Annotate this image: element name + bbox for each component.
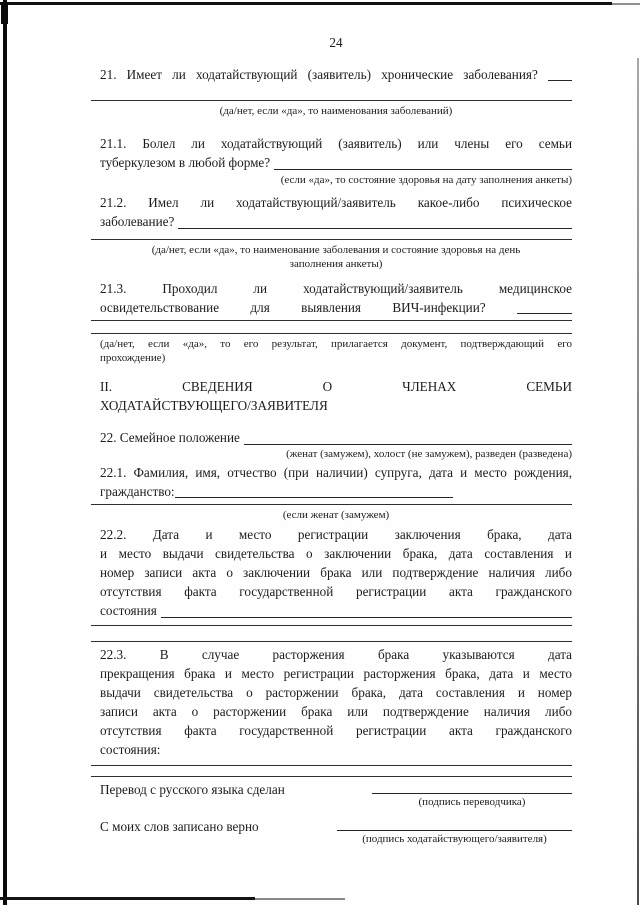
question-22-2 bbox=[100, 525, 572, 620]
blank-rule-q21-3a bbox=[91, 320, 572, 321]
question-21-1-line2 bbox=[100, 153, 572, 172]
question-22-3 bbox=[100, 645, 572, 759]
question-22-1-line1: 22.1. Фамилия, имя, отчество (при наличии) супруга, дата и место рождения, bbox=[100, 465, 572, 480]
translator-signature-block bbox=[372, 780, 572, 809]
blank-rule-q22-2b bbox=[91, 641, 572, 642]
page-number: 24 bbox=[329, 35, 343, 50]
question-22-3-line6: состояния: bbox=[100, 742, 161, 757]
caption-q22-1: (если женат (замужем) bbox=[282, 509, 390, 521]
translator-signature-caption: (подпись переводчика) bbox=[418, 796, 526, 808]
question-22-2-line2: и место выдачи свидетельства о заключении брака, дата составления и bbox=[100, 546, 572, 561]
question-21-2-line2 bbox=[100, 212, 572, 231]
scan-artifact-bottom-edge-gray bbox=[255, 898, 345, 900]
translator-statement: Перевод с русского языка сделан bbox=[100, 782, 285, 797]
question-22 bbox=[100, 428, 572, 447]
caption-q22: (женат (замужем), холост (не замужем), разведен (разведена) bbox=[286, 448, 572, 460]
applicant-statement: С моих слов записано верно bbox=[100, 819, 259, 834]
caption-q21-1: (если «да», то состояние здоровья на дату заполнения анкеты) bbox=[280, 174, 572, 186]
blank-line-q21-1 bbox=[274, 153, 572, 170]
signature-row-applicant bbox=[100, 817, 572, 846]
blank-line-q22 bbox=[244, 428, 572, 445]
question-22-3-line4: записи акта о расторжении брака или подтверждение наличия либо bbox=[100, 704, 572, 719]
question-22-2-line4: отсутствия факта государственной регистрации акта гражданского bbox=[100, 584, 572, 599]
blank-rule-q21 bbox=[91, 100, 572, 101]
blank-line-q21 bbox=[548, 80, 572, 81]
question-22-3-line2: прекращения брака и место регистрации расторжения брака, дата и место bbox=[100, 666, 572, 681]
question-21-1-line2-text: туберкулезом в любой форме? bbox=[100, 155, 271, 170]
caption-q21-3-line2: прохождение) bbox=[100, 352, 166, 364]
caption-q21-3-line1: (да/нет, если «да», то его результат, прилагается документ, подтверждающий его bbox=[100, 338, 572, 350]
question-21-1-line1: 21.1. Болел ли ходатайствующий (заявитель) или члены его семьи bbox=[100, 136, 572, 151]
blank-rule-q21-3b bbox=[91, 333, 572, 334]
question-22-2-line5-text: состояния bbox=[100, 603, 157, 618]
question-21-3-line2-text: освидетельствование для выявления ВИЧ-инфекции? bbox=[100, 300, 486, 315]
section-2-heading-line2: ХОДАТАЙСТВУЮЩЕГО/ЗАЯВИТЕЛЯ bbox=[100, 398, 328, 413]
question-21-1 bbox=[100, 134, 572, 172]
question-21-2-line1: 21.2. Имел ли ходатайствующий/заявитель какое-либо психическое bbox=[100, 195, 572, 210]
question-21-3 bbox=[100, 279, 572, 317]
caption-q21: (да/нет, если «да», то наименования заболеваний) bbox=[219, 105, 453, 117]
question-21-2 bbox=[100, 193, 572, 231]
question-22-3-line1: 22.3. В случае расторжения брака указываются дата bbox=[100, 647, 572, 662]
applicant-signature-block bbox=[337, 817, 572, 846]
applicant-signature-line bbox=[337, 817, 572, 831]
blank-rule-q22-3b bbox=[91, 776, 572, 777]
section-2-heading-line1: II. СВЕДЕНИЯ О ЧЛЕНАХ СЕМЬИ bbox=[100, 379, 572, 394]
question-21-2-line2-text: заболевание? bbox=[100, 214, 175, 229]
question-22-1-line2-text: гражданство: bbox=[100, 484, 175, 499]
blank-line-q22-2 bbox=[161, 601, 572, 618]
caption-q21-2-line2: заполнения анкеты) bbox=[289, 258, 383, 270]
blank-line-q21-3 bbox=[517, 313, 572, 314]
question-22-2-line1: 22.2. Дата и место регистрации заключения брака, дата bbox=[100, 527, 572, 542]
question-21-3-line2 bbox=[100, 298, 572, 317]
question-22-1-line2 bbox=[100, 482, 572, 501]
blank-rule-q21-2 bbox=[91, 239, 572, 240]
question-22-2-line3: номер записи акта о заключении брака или подтверждение наличия либо bbox=[100, 565, 572, 580]
question-21-3-line1: 21.3. Проходил ли ходатайствующий/заявитель медицинское bbox=[100, 281, 572, 296]
blank-rule-q22-3a bbox=[91, 765, 572, 766]
section-2-heading bbox=[100, 377, 572, 415]
caption-q21-2-line1: (да/нет, если «да», то наименование заболевания и состояние здоровья на день bbox=[151, 244, 521, 256]
question-22-1 bbox=[100, 463, 572, 501]
signature-row-translator bbox=[100, 780, 572, 809]
blank-rule-q22-1 bbox=[91, 504, 572, 505]
blank-line-q21-2 bbox=[178, 212, 572, 229]
question-22-3-line3: выдачи свидетельства о расторжении брака, дата составления и номер bbox=[100, 685, 572, 700]
question-22-2-line5 bbox=[100, 601, 572, 620]
blank-rule-q22-2a bbox=[91, 625, 572, 626]
question-22-text: 22. Семейное положение bbox=[100, 430, 240, 445]
translator-signature-line bbox=[372, 780, 572, 794]
blank-line-q22-1 bbox=[175, 497, 453, 498]
scan-artifact-bottom-edge bbox=[0, 897, 255, 900]
question-21-text: 21. Имеет ли ходатайствующий (заявитель) хронические заболевания? bbox=[100, 67, 538, 82]
question-21 bbox=[100, 65, 572, 84]
question-22-3-line5: отсутствия факта государственной регистрации акта гражданского bbox=[100, 723, 572, 738]
applicant-signature-caption: (подпись ходатайствующего/заявителя) bbox=[362, 833, 547, 845]
